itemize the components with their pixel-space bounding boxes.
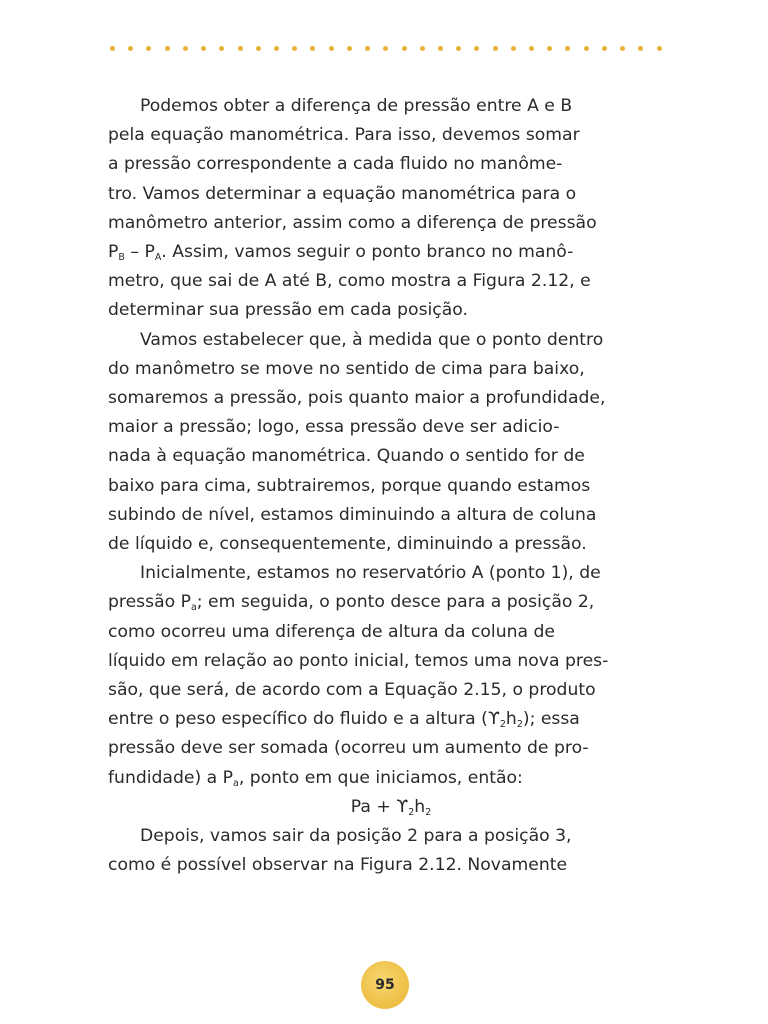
text-line: líquido em relação ao ponto inicial, temos uma nova pres- [108, 650, 609, 671]
symbol-p: P [144, 242, 155, 263]
text-line: metro, que sai de A até B, como mostra a Figura 2.12, e [108, 271, 591, 292]
subscript: B [118, 252, 125, 264]
subscript: 2 [516, 719, 523, 731]
text-run: ); essa [522, 709, 580, 730]
text-line: manômetro anterior, assim como a diferença de pressão [108, 212, 597, 233]
text-run: , ponto em que iniciamos, então: [238, 767, 523, 788]
text-line: pressão deve ser somada (ocorreu um aumento de pro- [108, 738, 589, 759]
text-line: somaremos a pressão, pois quanto maior a profundidade, [108, 388, 606, 409]
text-run: entre o peso específico do fluido e a altura (ϒ [108, 709, 500, 730]
text-line: Inicialmente, estamos no reservatório A (ponto 1), de [140, 563, 601, 584]
text-line: baixo para cima, subtrairemos, porque quando estamos [108, 475, 591, 496]
text-line: do manômetro se move no sentido de cima para baixo, [108, 358, 585, 379]
text-line: como ocorreu uma diferença de altura da coluna de [108, 621, 555, 642]
text-line: subindo de nível, estamos diminuindo a altura de coluna [108, 504, 597, 525]
text-line: Podemos obter a diferença de pressão entre A e B [140, 96, 573, 116]
subscript: 2 [408, 806, 415, 818]
decorative-dotted-rule [110, 44, 662, 52]
text-line: Vamos estabelecer que, à medida que o ponto dentro [140, 329, 604, 350]
text-line: como é possível observar na Figura 2.12. Novamente [108, 855, 568, 876]
text-run: fundidade) a P [108, 767, 233, 788]
subscript: a [190, 602, 197, 614]
text-line: pela equação manométrica. Para isso, devemos somar [108, 125, 580, 146]
body-text [108, 92, 668, 880]
text-line: nada à equação manométrica. Quando o sentido for de [108, 446, 585, 467]
text-line [108, 588, 668, 617]
symbol-h: h [414, 796, 426, 817]
text-run: ; em seguida, o ponto desce para a posição 2, [196, 592, 595, 613]
subscript: a [232, 777, 239, 789]
text-line: tro. Vamos determinar a equação manométrica para o [108, 183, 577, 204]
page-number: 95 [375, 977, 395, 993]
text-run: . Assim, vamos seguir o ponto branco no manô- [161, 242, 574, 263]
formula [108, 793, 668, 822]
symbol-p: P [108, 242, 119, 263]
symbol-h: h [505, 709, 517, 730]
formula-run: Pa + ϒ [350, 796, 409, 817]
text-line: maior a pressão; logo, essa pressão deve ser adicio- [108, 417, 560, 438]
text-line [108, 764, 668, 793]
minus-sign: – [124, 242, 145, 263]
text-line: Depois, vamos sair da posição 2 para a posição 3, [140, 826, 572, 847]
subscript: A [154, 252, 162, 264]
text-line: de líquido e, consequentemente, diminuindo a pressão. [108, 534, 587, 555]
text-line: são, que será, de acordo com a Equação 2.15, o produto [108, 680, 596, 701]
subscript: 2 [499, 719, 506, 731]
text-line: a pressão correspondente a cada fluido no manôme- [108, 154, 563, 175]
text-run: pressão P [108, 592, 191, 613]
text-line [108, 705, 668, 734]
subscript: 2 [425, 806, 432, 818]
page-number-badge [361, 961, 409, 1009]
text-line: determinar sua pressão em cada posição. [108, 300, 468, 321]
text-line [108, 238, 668, 267]
